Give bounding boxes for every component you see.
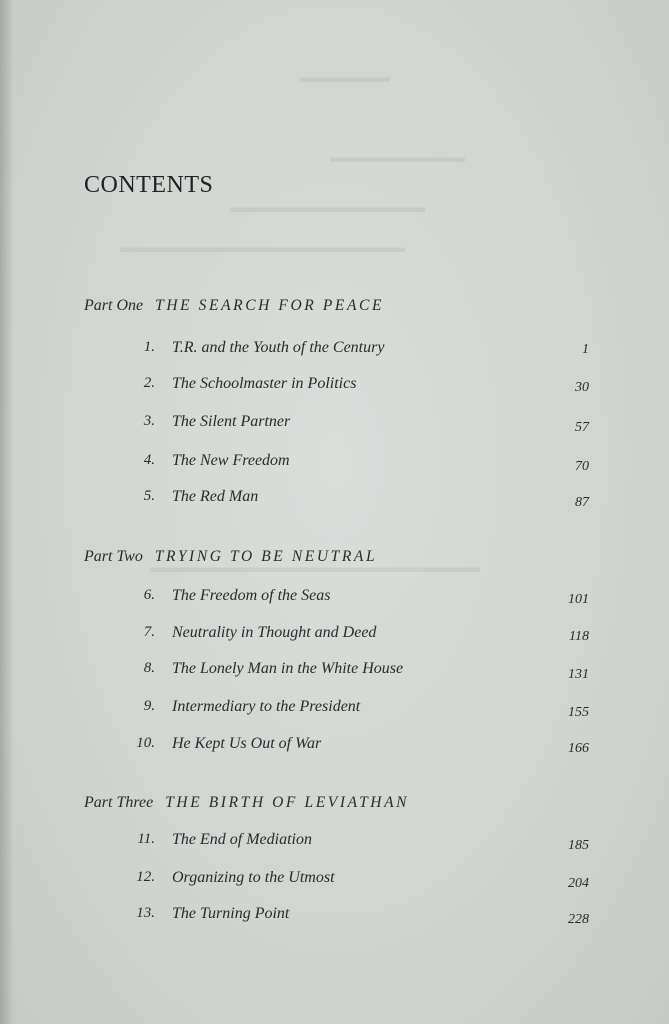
- chapter-title: The Lonely Man in the White House: [172, 660, 404, 677]
- page-number: 1: [582, 342, 589, 357]
- part-title: THE BIRTH OF LEVIATHAN: [165, 794, 410, 811]
- page-number: 131: [568, 667, 589, 682]
- chapter-number: 6.: [143, 587, 155, 603]
- toc-entry: [0, 905, 669, 927]
- page-number: 155: [568, 705, 589, 720]
- chapter-number: 2.: [143, 375, 155, 391]
- chapter-number: 7.: [143, 624, 155, 640]
- page-number: 70: [575, 459, 589, 474]
- part-heading: [84, 297, 384, 315]
- page-number: 185: [568, 838, 589, 853]
- chapter-number: 11.: [137, 831, 155, 847]
- chapter-title: The End of Mediation: [172, 831, 312, 848]
- chapter-title: The Silent Partner: [172, 413, 291, 430]
- part-label: Part Two: [84, 548, 143, 565]
- toc-entry: [0, 869, 669, 891]
- chapter-title: Intermediary to the President: [172, 698, 361, 715]
- page-number: 57: [575, 420, 589, 435]
- chapter-number: 10.: [136, 735, 155, 751]
- toc-entry: [0, 587, 669, 609]
- part-heading: [84, 548, 377, 566]
- page-number: 118: [569, 629, 589, 644]
- page-number: 101: [568, 592, 589, 607]
- part-title: TRYING TO BE NEUTRAL: [154, 548, 378, 565]
- chapter-number: 3.: [143, 413, 155, 429]
- page-title: CONTENTS: [84, 172, 214, 198]
- chapter-number: 5.: [143, 488, 155, 504]
- chapter-title: Neutrality in Thought and Deed: [172, 624, 377, 641]
- toc-entry: [0, 488, 669, 510]
- chapter-number: 13.: [136, 905, 155, 921]
- part-label: Part Three: [84, 794, 154, 811]
- part-label: Part One: [84, 297, 144, 314]
- show-through-text: ▬▬▬▬▬▬: [300, 70, 390, 86]
- page-number: 30: [575, 380, 589, 395]
- show-through-text: ▬▬▬▬▬▬▬▬▬▬▬▬▬▬▬▬▬▬▬▬▬▬: [150, 560, 480, 576]
- toc-entry: [0, 624, 669, 646]
- page-number: 87: [575, 495, 589, 510]
- toc-entry: [0, 339, 669, 361]
- chapter-number: 8.: [143, 660, 155, 676]
- chapter-title: Organizing to the Utmost: [172, 869, 335, 886]
- chapter-title: The Freedom of the Seas: [172, 587, 331, 604]
- chapter-title: The Schoolmaster in Politics: [172, 375, 357, 392]
- show-through-text: ▬▬▬▬▬▬▬▬▬▬▬▬▬: [230, 200, 425, 216]
- toc-entry: [0, 735, 669, 757]
- show-through-text: ▬▬▬▬▬▬▬▬▬: [330, 150, 465, 166]
- chapter-title: The Red Man: [172, 488, 259, 505]
- chapter-title: He Kept Us Out of War: [172, 735, 322, 752]
- chapter-number: 12.: [136, 869, 155, 885]
- chapter-title: The New Freedom: [172, 452, 290, 469]
- toc-entry: [0, 375, 669, 397]
- part-heading: [84, 794, 409, 812]
- toc-entry: [0, 698, 669, 720]
- page-number: 166: [568, 741, 589, 756]
- page-number: 204: [568, 876, 589, 891]
- chapter-number: 1.: [143, 339, 155, 355]
- toc-entry: [0, 660, 669, 682]
- show-through-text: ▬▬▬▬▬▬▬▬▬▬▬▬▬▬▬▬▬▬▬: [120, 240, 405, 256]
- chapter-title: The Turning Point: [172, 905, 290, 922]
- chapter-number: 9.: [143, 698, 155, 714]
- chapter-title: T.R. and the Youth of the Century: [172, 339, 385, 356]
- toc-entry: [0, 452, 669, 474]
- part-title: THE SEARCH FOR PEACE: [155, 297, 385, 314]
- toc-entry: [0, 831, 669, 853]
- toc-entry: [0, 413, 669, 435]
- page-number: 228: [568, 912, 589, 927]
- chapter-number: 4.: [143, 452, 155, 468]
